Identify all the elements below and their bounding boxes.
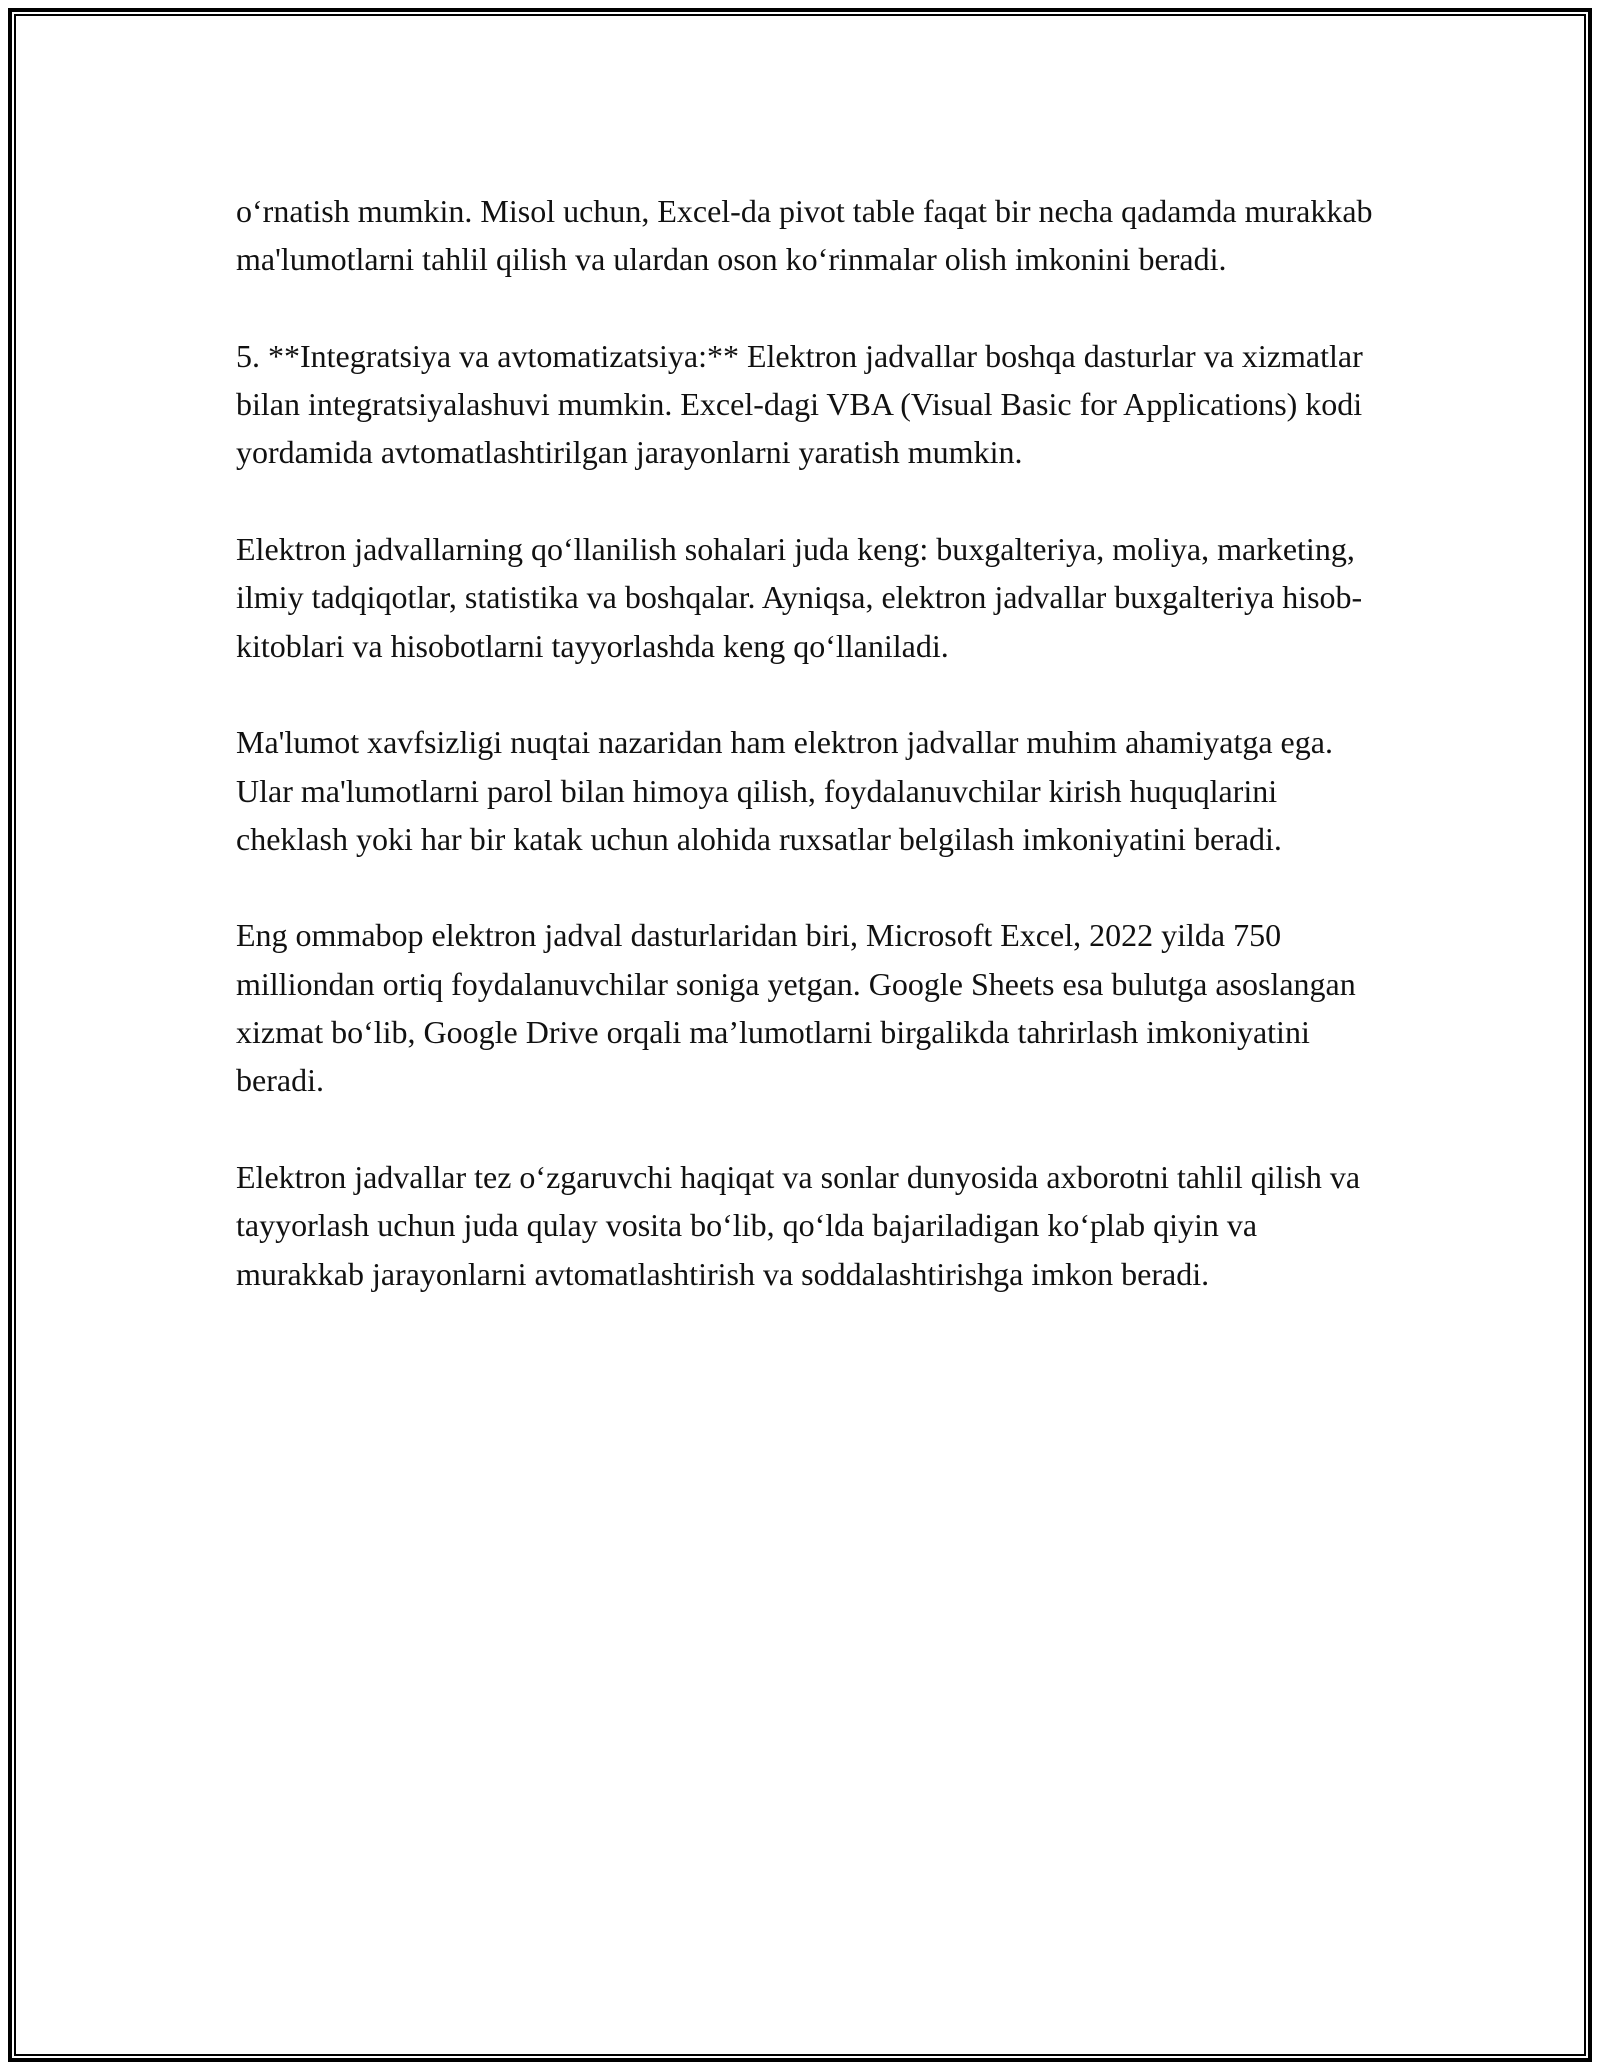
paragraph-conclusion: Elektron jadvallar tez o‘zgaruvchi haqiqat va sonlar dunyosida axborotni tahlil qilish va tayyorlash uchun juda qulay vosita bo‘lib, qo‘lda bajariladigan ko‘plab qiyin va murakkab jarayonlarni avtomatlashtirish va soddalashtirishga imkon beradi. xyxy=(236,1158,1361,1292)
paragraph-pivot-table: o‘rnatish mumkin. Misol uchun, Excel-da pivot table faqat bir necha qadamda murakkab ma'lumotlarni tahlil qilish va ulardan oson ko‘rinmalar olish imkonini beradi. xyxy=(236,193,1373,278)
document-body xyxy=(236,187,1376,1298)
paragraph-application-areas: Elektron jadvallarning qo‘llanilish sohalari juda keng: buxgalteriya, moliya, marketing, ilmiy tadqiqotlar, statistika va boshqalar. Ayniqsa, elektron jadvallar buxgalteriya hisob-kitoblari va hisobotlarni tayyorlashda keng qo‘llaniladi. xyxy=(236,531,1363,664)
paragraph-popular-programs: Eng ommabop elektron jadval dasturlaridan biri, Microsoft Excel, 2022 yilda 750 milliondan ortiq foydalanuvchilar soniga yetgan. Google Sheets esa bulutga asoslangan xizmat bo‘lib, Google Drive orqali ma’lumotlarni birgalikda tahrirlash imkoniyatini beradi. xyxy=(236,917,1356,1099)
paragraph-data-security: Ma'lumot xavfsizligi nuqtai nazaridan ham elektron jadvallar muhim ahamiyatga ega. Ular ma'lumotlarni parol bilan himoya qilish, foydalanuvchilar kirish huquqlarini cheklash yoki har bir katak uchun alohida ruxsatlar belgilash imkoniyatini beradi. xyxy=(236,724,1333,857)
paragraph-integration: 5. **Integratsiya va avtomatizatsiya:** Elektron jadvallar boshqa dasturlar va xizmatlar bilan integratsiyalashuvi mumkin. Excel-dagi VBA (Visual Basic for Applications) kodi yordamida avtomatlashtirilgan jarayonlarni yaratish mumkin. xyxy=(236,337,1363,471)
